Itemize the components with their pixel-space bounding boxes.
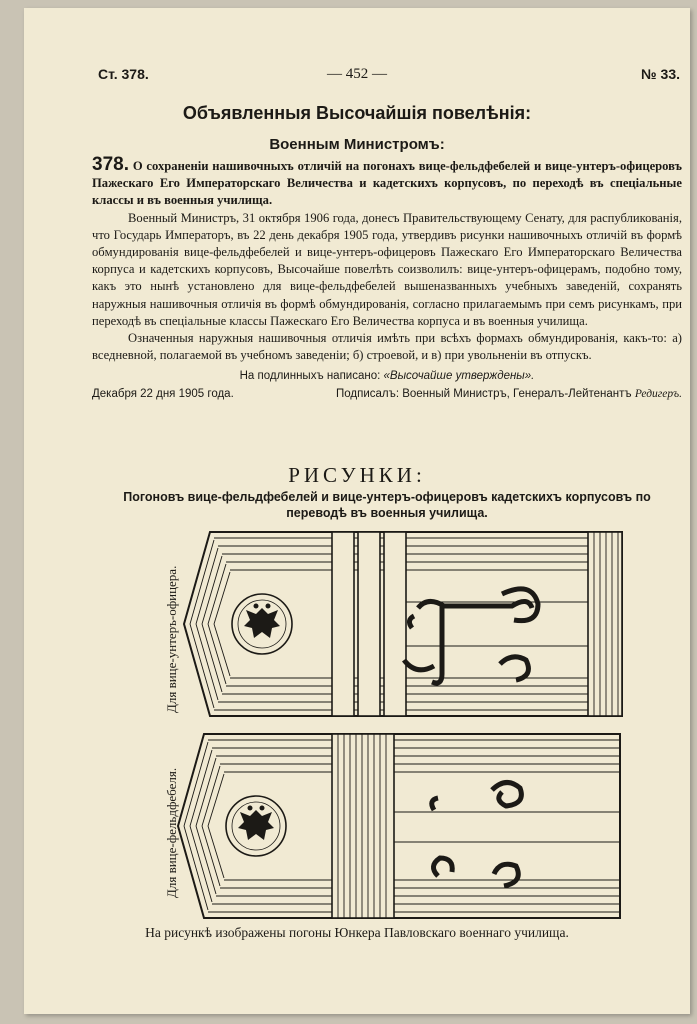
article-heading-text: О сохраненіи нашивочныхъ отличій на погонахъ вице-фельдфебелей и вице-унтеръ-офицеровъ Пажескаго Его Императорскаго Величества и кадетскихъ корпусовъ, по переходѣ въ спеціальные классы и въ военныя училища. [92,159,682,208]
article-number: 378. [92,154,129,175]
paragraph-2: Означенныя наружныя нашивочныя отличія имѣть при всѣхъ формахъ обмундированія, какъ-то: а) вседневной, полагаемой въ учебномъ заведеніи; б) строевой, и в) при увольненіи въ отпускъ. [92,331,682,363]
figures-heading: РИСУНКИ: [288,463,426,487]
approval-text: «Высочайше утверждены». [383,370,535,383]
approval-prefix: На подлинныхъ написано: [239,370,381,383]
page-title: Объявленныя Высочайшія повелѣнія: [182,103,532,123]
label-vice-nco: Для вице-унтеръ-офицера. [164,565,179,713]
page-subtitle: Военным Министромъ: [269,136,445,153]
article-heading [92,156,682,210]
approval-line [92,368,682,385]
signature-name: Редигеръ. [634,387,682,400]
document-page [24,8,690,1014]
epaulette-vice-nco-drawing [182,524,627,724]
article-ref: Ст. 378. [98,66,149,82]
paragraph-1: Военный Министръ, 31 октября 1906 года, донесъ Правительствующему Сенату, для распубликованія, что Государь Императоръ, въ 22 день декабря 1905 года, утвердивъ рисунки нашивочныхъ отличій въ формѣ обмундированія вице-фельдфебелей и вице-унтеръ-офицеровъ Пажескаго Его Императорскаго Величества корпуса и кадетскихъ корпусовъ, Высочайше повелѣть соизволилъ: вице-унтеръ-офицерамъ, подобно тому, какъ это нынѣ установлено для вице-фельдфебелей вышеназванныхъ учебныхъ заведеній, сохранять наружныя нашивочныя отличія въ формѣ обмундированія, согласно прилагаемымъ при семъ рисункамъ, при переходѣ въ спеціальные классы Пажескаго Его Величества корпуса и въ военныя училища. [92,210,682,328]
figure-caption: На рисункѣ изображены погоны Юнкера Павловскаго военнаго училища. [145,925,569,940]
signature-prefix: Подписалъ: Военный Министръ, Генералъ-Лейтенантъ [336,387,632,400]
page-number: — 452 — [327,66,387,82]
issue-number: № 33. [641,66,680,82]
signature [336,386,682,403]
figures-subheading: Погоновъ вице-фельдфебелей и вице-унтеръ-офицеровъ кадетскихъ корпусовъ по переводѣ въ военныя училища. [123,490,651,520]
signature-line [92,386,682,403]
epaulette-vice-sergeant-drawing [176,726,626,926]
decree-date: Декабря 22 дня 1905 года. [92,387,234,400]
label-vice-sergeant: Для вице-фельдфебеля. [164,767,179,898]
cipher-monogram-icon [404,589,538,683]
cipher-monogram-icon-2 [432,782,522,886]
article-body [92,156,682,403]
